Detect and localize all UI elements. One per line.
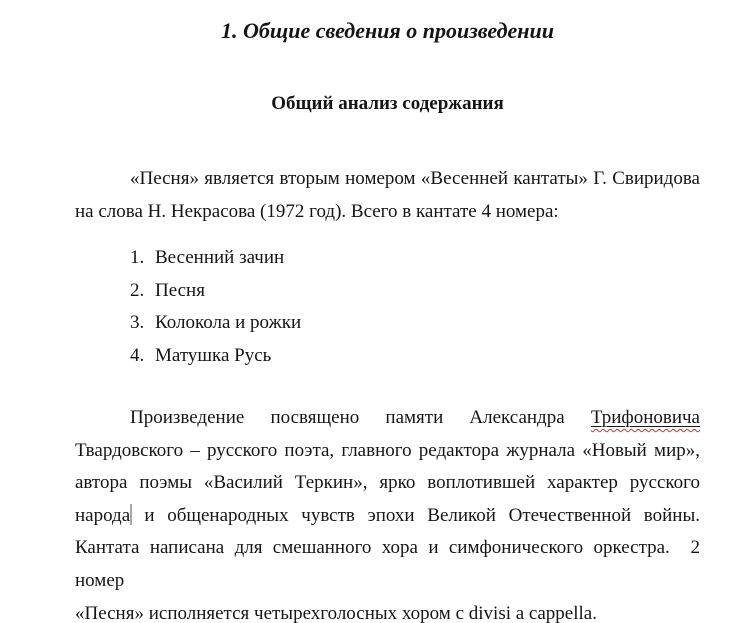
document-title: 1. Общие сведения о произведении — [221, 18, 554, 43]
text-line: Кантата написана для смешанного хора и симфонического оркестра. 2 номер — [75, 537, 700, 591]
text-line: автора поэмы «Василий Теркин», ярко воплотившей характер русского — [75, 472, 700, 494]
list-item-text: Песня — [155, 279, 205, 301]
list-item-number: 4. — [130, 344, 145, 366]
numbered-list — [75, 242, 700, 372]
spellcheck-flagged-word: Трифоновича — [590, 407, 700, 428]
list-item-number: 2. — [130, 279, 145, 301]
text-line: Твардовского – русского поэта, главного редактора журнала «Новый мир», — [75, 439, 700, 461]
list-item — [75, 340, 700, 373]
text-segment: народа — [75, 504, 131, 526]
text-line: «Песня» исполняется четырехголосных хором с divisi a cappella. — [75, 602, 597, 623]
section-heading: Общий анализ содержания — [271, 93, 504, 114]
text-segment: Произведение посвящено памяти Александра — [130, 407, 591, 428]
underlined-word — [591, 407, 700, 428]
text-segment: и общенародных чувств эпохи Великой Отечественной войны. — [131, 504, 700, 526]
list-item — [75, 275, 700, 308]
list-item — [75, 242, 700, 275]
list-item-number: 1. — [130, 247, 145, 268]
text-line — [75, 500, 700, 533]
text-line — [75, 402, 700, 435]
list-item-number: 3. — [130, 312, 145, 334]
list-item-text: Колокола и рожки — [155, 312, 302, 334]
list-item-text: Матушка Русь — [155, 344, 272, 366]
paragraph-intro — [75, 163, 700, 228]
list-item — [75, 307, 700, 340]
paragraph-dedication — [75, 402, 700, 623]
text-line: «Песня» является вторым номером «Весенней кантаты» Г. Свиридова — [130, 168, 700, 189]
list-item-text: Весенний зачин — [155, 247, 285, 268]
text-line: на слова Н. Некрасова (1972 год). Всего в кантате 4 номера: — [75, 200, 559, 222]
